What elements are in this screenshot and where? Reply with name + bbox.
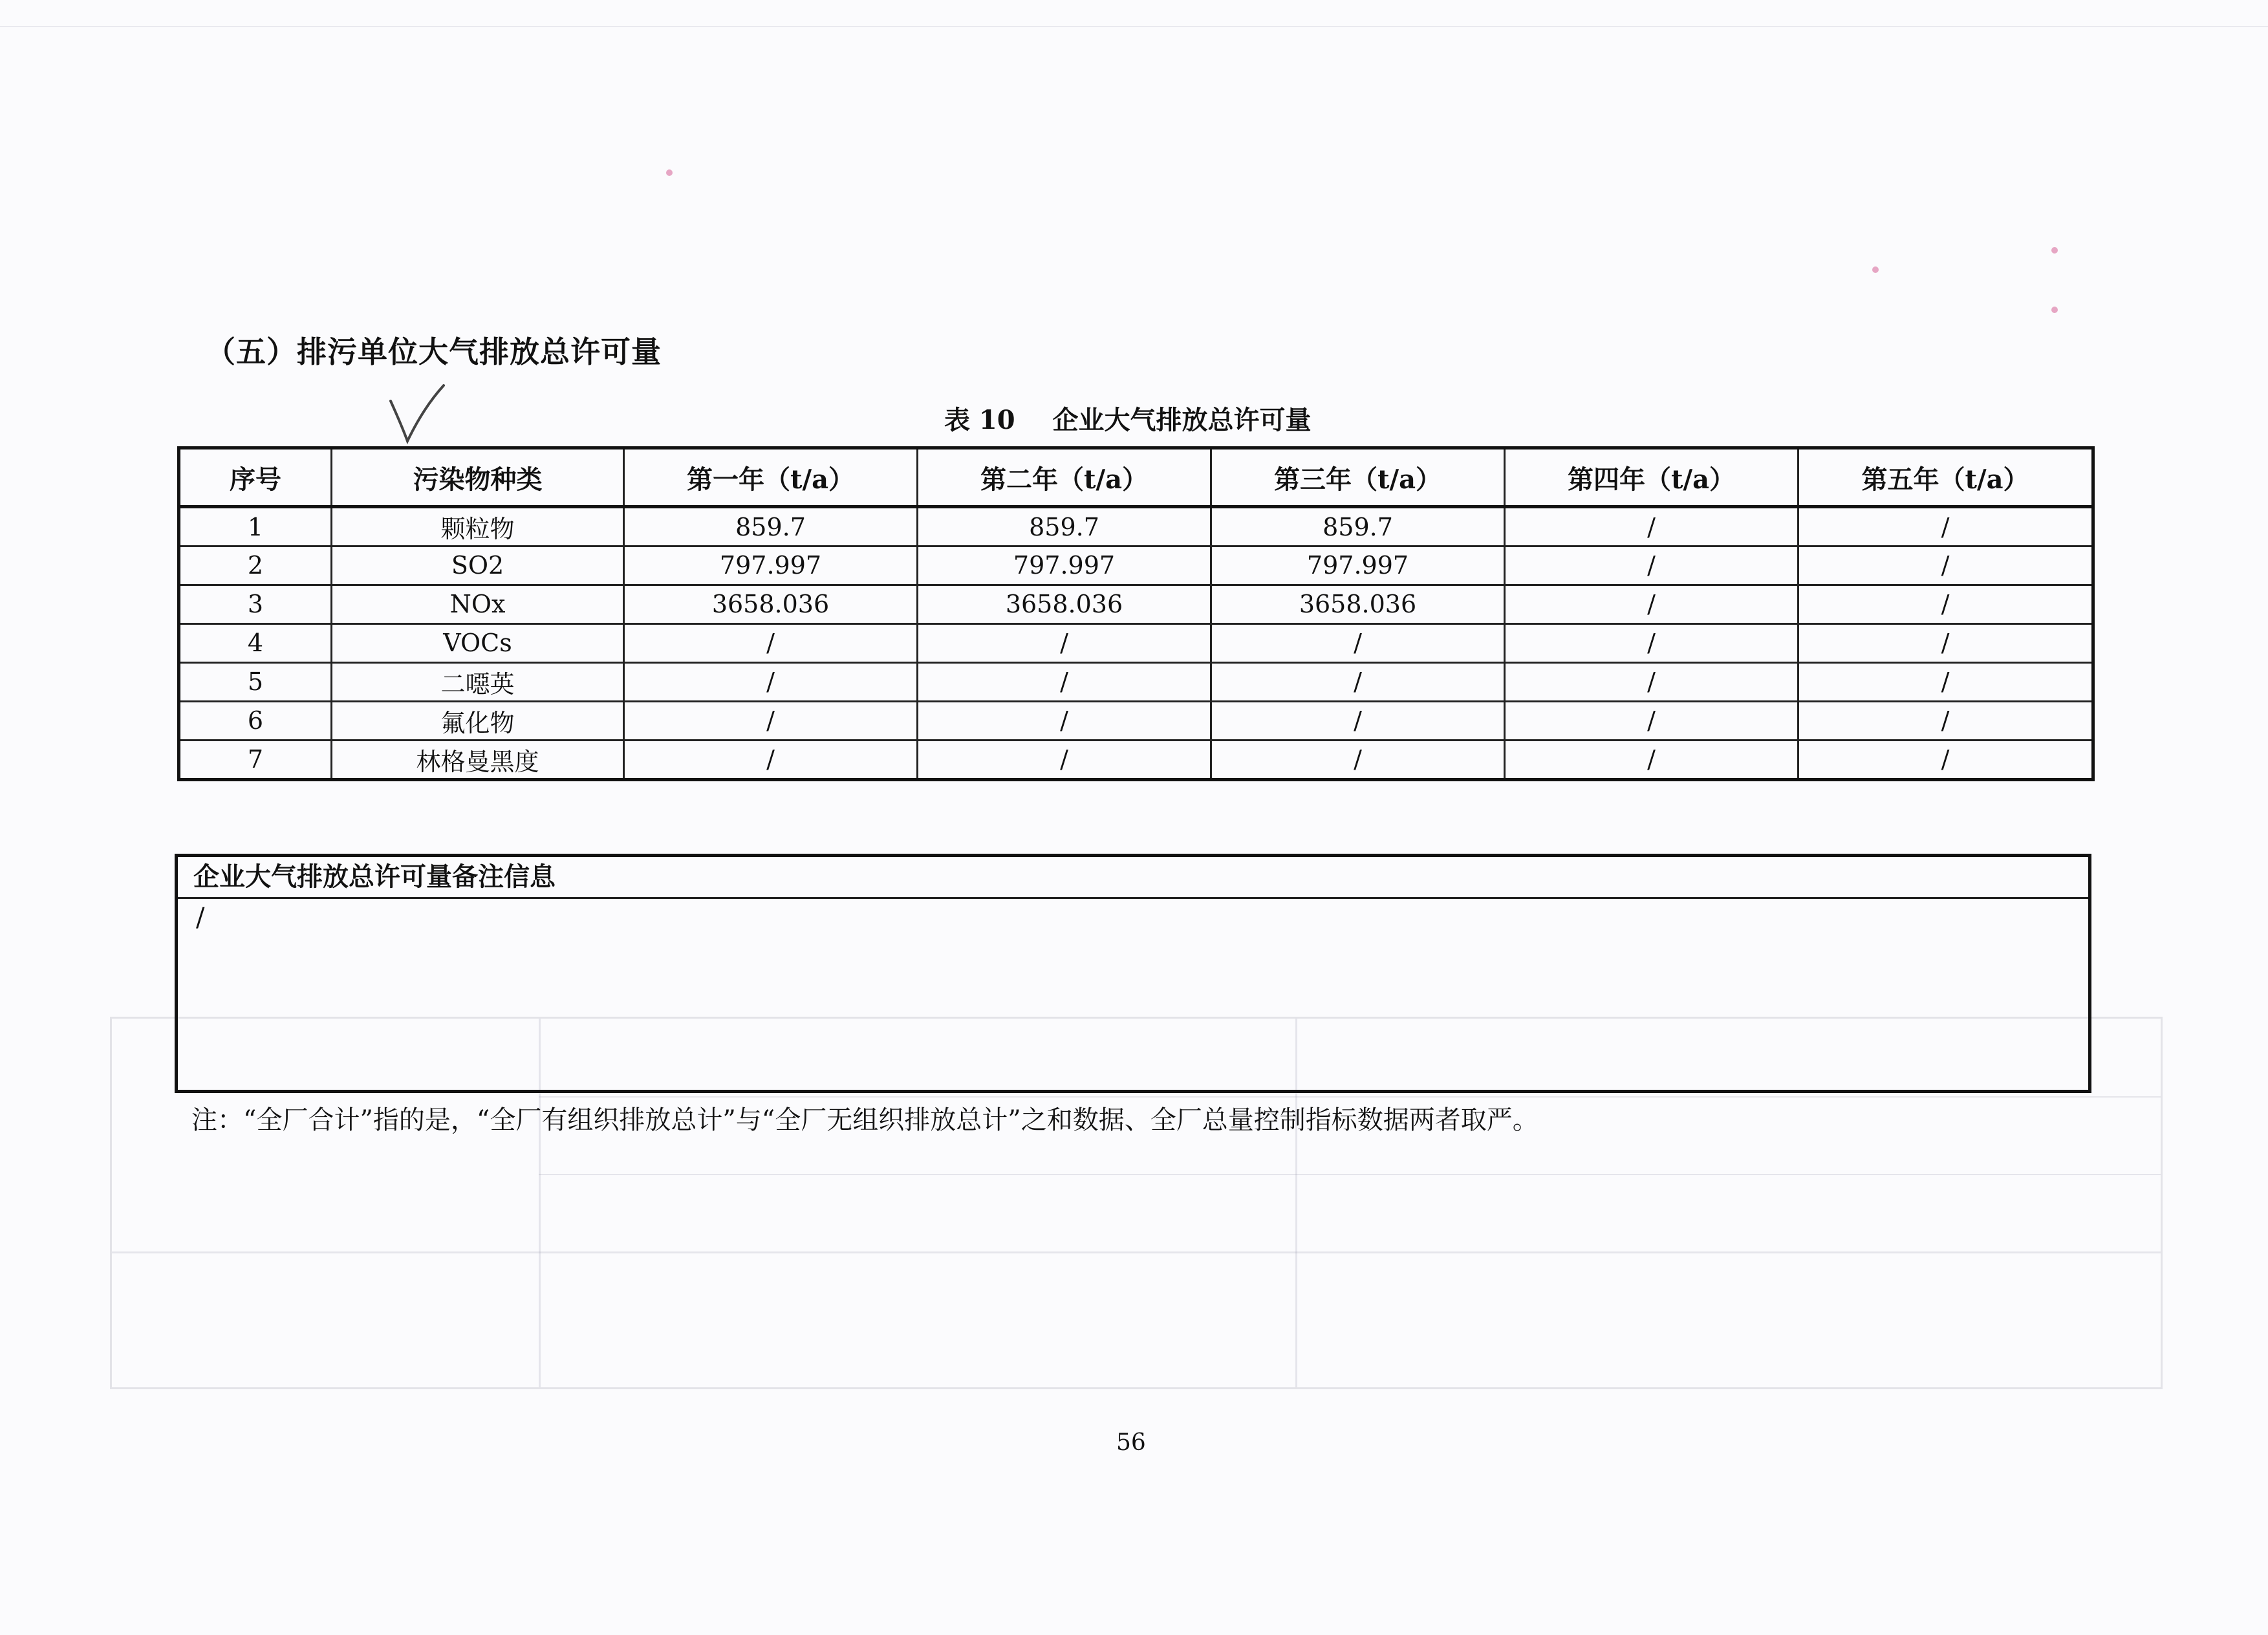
table-cell: 7 xyxy=(179,740,332,779)
table-cell: 3658.036 xyxy=(1211,585,1505,623)
table-cell: 颗粒物 xyxy=(332,507,624,547)
table-cell: / xyxy=(1505,740,1798,779)
table-cell: / xyxy=(1505,623,1798,662)
table-cell: / xyxy=(918,701,1211,740)
table-cell: / xyxy=(624,623,918,662)
page-top-edge xyxy=(0,0,2268,27)
column-header: 第二年（t/a） xyxy=(918,448,1211,507)
table-cell: / xyxy=(1798,507,2093,547)
column-header: 第四年（t/a） xyxy=(1505,448,1798,507)
table-cell: / xyxy=(1505,547,1798,585)
table-cell: / xyxy=(1211,740,1505,779)
table-cell: 二噁英 xyxy=(332,662,624,701)
table-row xyxy=(179,547,2093,585)
column-header: 第五年（t/a） xyxy=(1798,448,2093,507)
table-caption xyxy=(944,400,1312,437)
table-cell: / xyxy=(1211,623,1505,662)
table-cell: / xyxy=(1505,585,1798,623)
table-cell: 2 xyxy=(179,547,332,585)
table-cell: / xyxy=(624,662,918,701)
table-row xyxy=(179,662,2093,701)
table-cell: / xyxy=(1798,623,2093,662)
table-cell: 1 xyxy=(179,507,332,547)
table-cell: 797.997 xyxy=(624,547,918,585)
table-cell: / xyxy=(1211,701,1505,740)
paper-speck xyxy=(1872,266,1879,273)
table-cell: / xyxy=(1211,662,1505,701)
table-cell: / xyxy=(918,623,1211,662)
table-row xyxy=(179,507,2093,547)
table-cell: 859.7 xyxy=(1211,507,1505,547)
table-cell: / xyxy=(624,701,918,740)
table-cell: 3658.036 xyxy=(624,585,918,623)
check-mark-icon xyxy=(388,382,446,446)
table-cell: 859.7 xyxy=(918,507,1211,547)
footnote: 注：“全厂合计”指的是，“全厂有组织排放总计”与“全厂无组织排放总计”之和数据、全厂总量控制指标数据两者取严。 xyxy=(191,1105,1539,1135)
column-header: 序号 xyxy=(179,448,332,507)
table-cell: / xyxy=(1505,507,1798,547)
paper-speck xyxy=(2051,247,2058,254)
table-cell: / xyxy=(1505,662,1798,701)
table-cell: / xyxy=(1798,701,2093,740)
table-cell: 797.997 xyxy=(1211,547,1505,585)
table-cell: / xyxy=(918,662,1211,701)
table-cell: / xyxy=(918,740,1211,779)
table-cell: 5 xyxy=(179,662,332,701)
paper-speck xyxy=(2051,307,2058,313)
table-cell: / xyxy=(1798,662,2093,701)
remarks-box xyxy=(175,854,2091,1093)
table-cell: 林格曼黑度 xyxy=(332,740,624,779)
table-cell: 3 xyxy=(179,585,332,623)
emission-permit-table xyxy=(177,446,2095,781)
page-number: 56 xyxy=(1116,1429,1146,1456)
column-header: 第一年（t/a） xyxy=(624,448,918,507)
table-cell: / xyxy=(1798,547,2093,585)
table-row xyxy=(179,623,2093,662)
table-header-row xyxy=(179,448,2093,507)
table-cell: / xyxy=(1798,585,2093,623)
table-caption-title: 企业大气排放总许可量 xyxy=(1052,405,1312,435)
remarks-content: / xyxy=(196,903,205,933)
table-cell: 859.7 xyxy=(624,507,918,547)
table-cell: / xyxy=(1798,740,2093,779)
table-row xyxy=(179,701,2093,740)
table-cell: SO2 xyxy=(332,547,624,585)
table-cell: 3658.036 xyxy=(918,585,1211,623)
paper-speck xyxy=(666,169,673,176)
table-cell: NOx xyxy=(332,585,624,623)
table-cell: VOCs xyxy=(332,623,624,662)
table-cell: 797.997 xyxy=(918,547,1211,585)
table-row xyxy=(179,740,2093,779)
table-cell: / xyxy=(624,740,918,779)
column-header: 第三年（t/a） xyxy=(1211,448,1505,507)
remarks-title: 企业大气排放总许可量备注信息 xyxy=(178,857,2088,899)
section-heading: （五）排污单位大气排放总许可量 xyxy=(206,334,662,369)
table-row xyxy=(179,585,2093,623)
table-cell: / xyxy=(1505,701,1798,740)
column-header: 污染物种类 xyxy=(332,448,624,507)
table-cell: 氟化物 xyxy=(332,701,624,740)
table-caption-number: 表 10 xyxy=(944,405,1015,435)
table-cell: 6 xyxy=(179,701,332,740)
table-cell: 4 xyxy=(179,623,332,662)
